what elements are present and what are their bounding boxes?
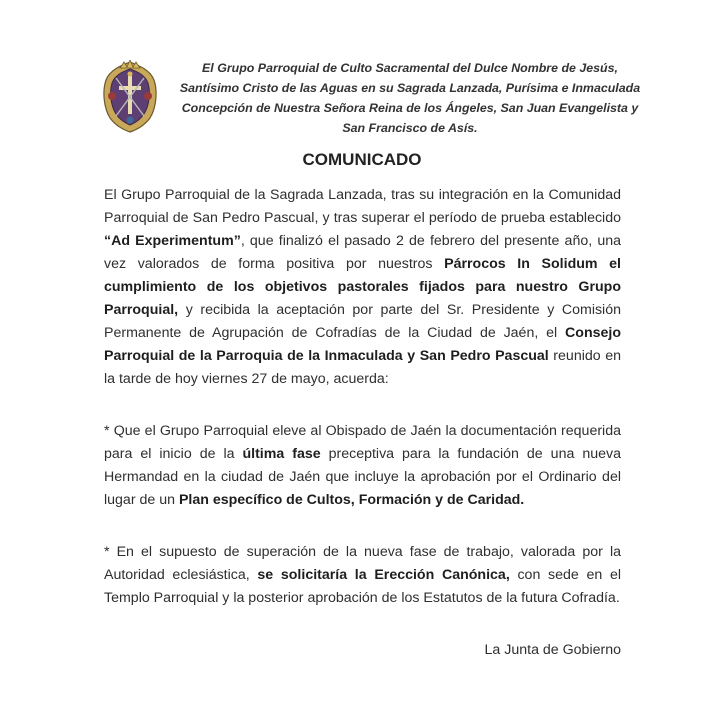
paragraph-3-text-1: * En el supuesto de superación de la nueva fase de trabajo, valorada por la Autoridad eclesiástica, (104, 544, 621, 583)
paragraph-1-bold-1: “Ad Experimentum” (104, 233, 241, 249)
paragraph-1-text-2: , que finalizó el pasado 2 de febrero del presente año, una vez valorados de forma positiva por nuestros (104, 233, 621, 272)
paragraph-1-bold-3: Consejo Parroquial de la Parroquia de la Inmaculada y San Pedro Pascual (104, 325, 621, 364)
paragraph-3-bold-1: se solicitaría la Erección Canónica, (257, 567, 510, 583)
paragraph-3-text-2: con sede en el Templo Parroquial y la posterior aprobación de los Estatutos de la futura Cofradía. (104, 567, 621, 606)
paragraph-2-text-2: preceptiva para la fundación de una nueva Hermandad en la ciudad de Jaén que incluye la aprobación por el Ordinario del lugar de un (104, 446, 621, 508)
paragraph-1-text-3: y recibida la aceptación por parte del Sr. Presidente y Comisión Permanente de Agrupación de Cofradías de la Ciudad de Jaén, el (104, 302, 621, 341)
signature: La Junta de Gobierno (484, 642, 621, 658)
paragraph-2-bold-2: Plan específico de Cultos, Formación y de Caridad. (178, 492, 525, 508)
paragraph-2 (104, 420, 621, 512)
header-brotherhood-name: El Grupo Parroquial de Culto Sacramental del Dulce Nombre de Jesús, Santísimo Cristo de las Aguas en su Sagrada Lanzada, Purísima e Inmaculada Concepción de Nuestra Señora Reina de los Ángeles, San Juan Evangelista y San Francisco de Asís. (179, 61, 641, 135)
page-title: COMUNICADO (302, 150, 422, 169)
paragraph-1 (104, 184, 621, 391)
paragraph-2-text-1: * Que el Grupo Parroquial eleve al Obispado de Jaén la documentación requerida para el inicio de la (104, 423, 621, 462)
paragraph-1-text-1: El Grupo Parroquial de la Sagrada Lanzada, tras su integración en la Comunidad Parroquial de San Pedro Pascual, y tras superar el período de prueba establecido (104, 187, 621, 226)
paragraph-3 (104, 541, 621, 610)
paragraph-2-bold-1: última fase (242, 446, 321, 462)
document-header (100, 58, 640, 138)
paragraph-1-bold-2: Párrocos In Solidum el cumplimiento de los objetivos pastorales fijados para nuestro Grupo Parroquial, (104, 256, 621, 318)
paragraph-1-text-4: reunido en la tarde de hoy viernes 27 de mayo, acuerda: (104, 348, 621, 387)
brotherhood-crest-icon (100, 60, 160, 134)
